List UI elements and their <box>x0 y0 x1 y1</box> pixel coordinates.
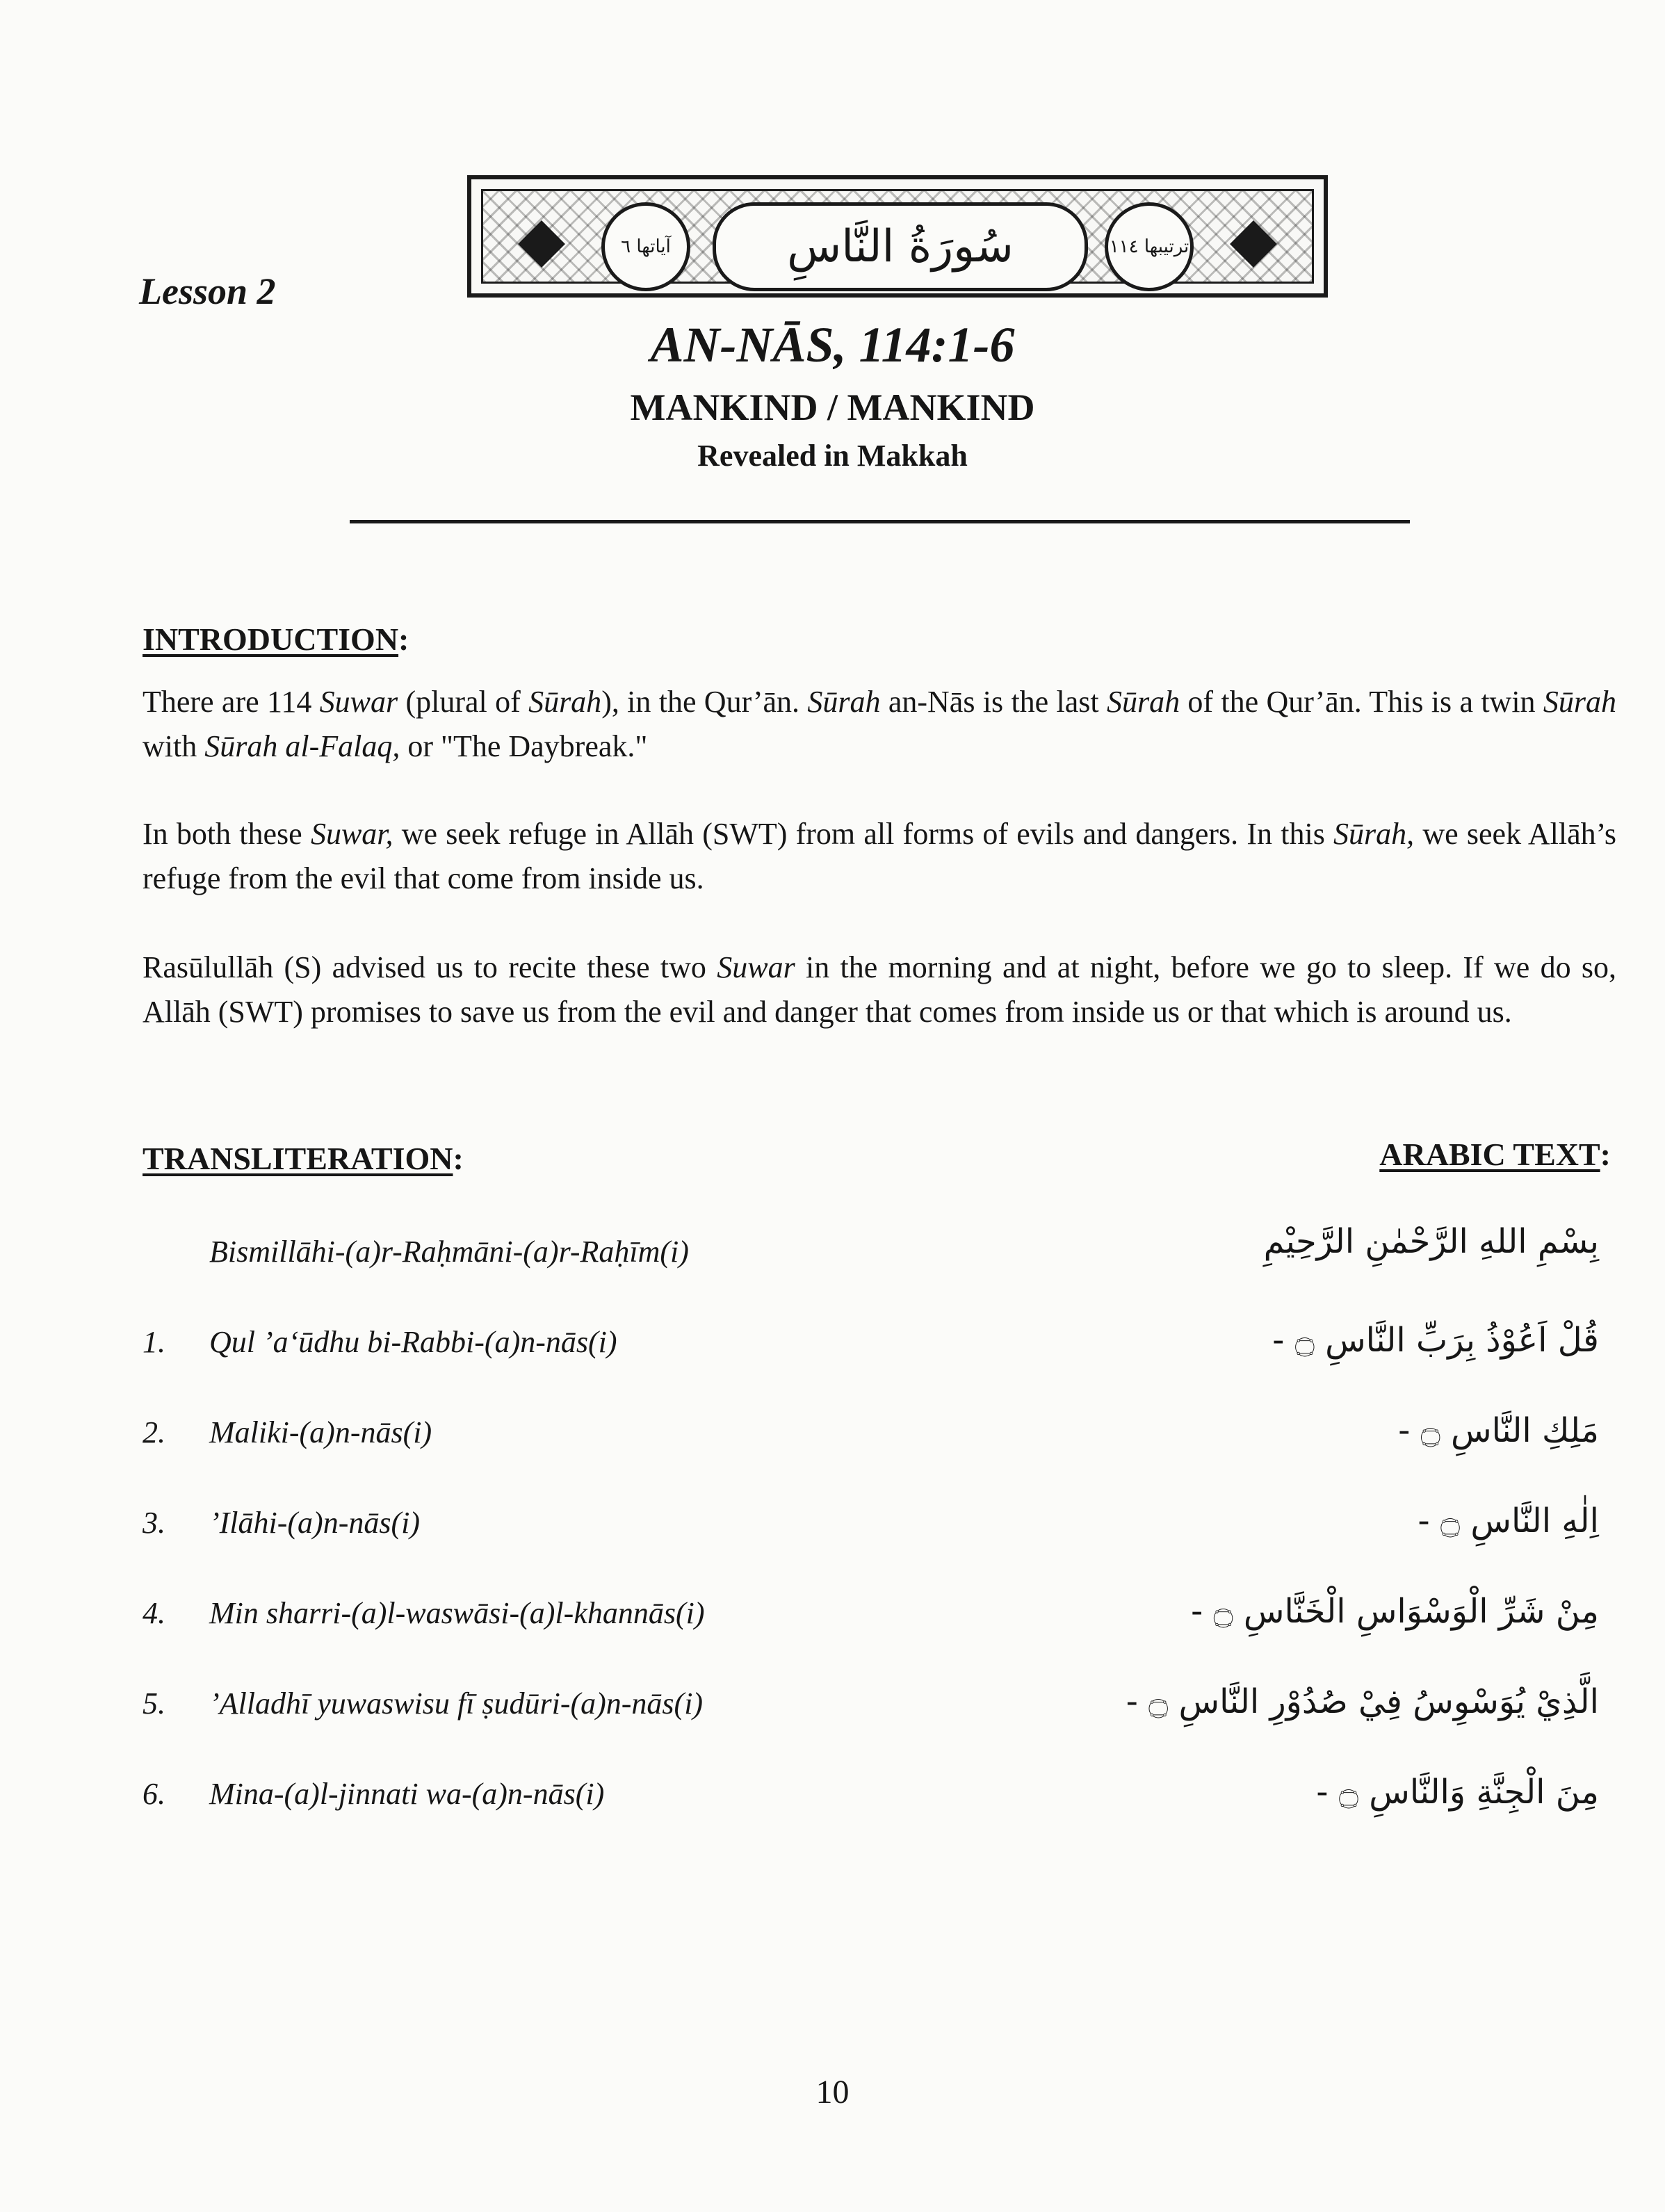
verse-arabic: بِسْمِ اللهِ الرَّحْمٰنِ الرَّحِيْمِ <box>1263 1222 1599 1261</box>
verse-arabic: مِنَ الْجِنَّةِ وَالنَّاسِ ۝ - <box>1316 1773 1599 1812</box>
verse-number: 3. <box>143 1506 165 1540</box>
surah-subtitle: MANKIND / MANKIND <box>630 387 1035 428</box>
verse-number: 5. <box>143 1686 165 1721</box>
surah-name-cartouche: سُورَةُ النَّاسِ <box>713 202 1088 291</box>
verse-number: 6. <box>143 1777 165 1811</box>
verse-arabic: مِنْ شَرِّ الْوَسْوَاسِ الْخَنَّاسِ ۝ - <box>1190 1592 1599 1631</box>
verse-number: 4. <box>143 1596 165 1630</box>
revelation-place: Revealed in Makkah <box>697 439 968 473</box>
horizontal-divider <box>350 520 1410 523</box>
banner-arabesque-pattern <box>481 189 1314 284</box>
verse-number: 1. <box>143 1325 165 1359</box>
intro-paragraph: There are 114 Suwar (plural of Sūrah), in the Qur’ān. Sūrah an-Nās is the last Sūrah of the Qur’ān. This is a twin Sūrah with Sūrah al-Falaq, or "The Daybreak." <box>143 685 1617 763</box>
verse-arabic: اِلٰهِ النَّاسِ ۝ - <box>1418 1502 1599 1540</box>
verse-transliteration: 4. Min sharri-(a)l-waswāsi-(a)l-khannās(i) <box>143 1596 705 1630</box>
verse-transliteration: 5. ’Alladhī yuwaswisu fī ṣudūri-(a)n-nās(i) <box>143 1686 704 1721</box>
intro-paragraph: Rasūlullāh (S) advised us to recite these two Suwar in the morning and at night, before we go to sleep. If we do so, Allāh (SWT) promises to save us from the evil and danger that comes from inside us or that which is around us. <box>143 950 1617 1029</box>
verse-count-medallion: آياتها ٦ <box>601 202 690 291</box>
verse-transliteration: 1. Qul ’a‘ūdhu bi-Rabbi-(a)n-nās(i) <box>143 1325 617 1359</box>
lesson-label: Lesson 2 <box>139 270 276 312</box>
verse-arabic: قُلْ اَعُوْذُ بِرَبِّ النَّاسِ ۝ - <box>1272 1321 1599 1360</box>
surah-title: AN-NĀS, 114:1-6 <box>650 317 1015 373</box>
verse-arabic: مَلِكِ النَّاسِ ۝ - <box>1398 1411 1599 1450</box>
diamond-ornament-icon <box>1230 220 1277 268</box>
introduction-heading: INTRODUCTION: <box>143 621 409 657</box>
verse-transliteration: 2. Maliki-(a)n-nās(i) <box>143 1415 432 1449</box>
intro-paragraph: In both these Suwar, we seek refuge in Allāh (SWT) from all forms of evils and dangers. In this Sūrah, we seek Allāh’s refuge from the evil that come from inside us. <box>143 817 1616 895</box>
surah-order-medallion: ترتيبها ١١٤ <box>1105 202 1194 291</box>
verse-transliteration: 6. Mina-(a)l-jinnati wa-(a)n-nās(i) <box>143 1777 605 1811</box>
surah-header-banner <box>467 175 1328 298</box>
verse-transliteration: Bismillāhi-(a)r-Raḥmāni-(a)r-Raḥīm(i) <box>209 1235 689 1269</box>
verse-number: 2. <box>143 1415 165 1449</box>
verse-arabic: الَّذِيْ يُوَسْوِسُ فِيْ صُدُوْرِ النَّاسِ ۝ - <box>1126 1682 1599 1721</box>
diamond-ornament-icon <box>518 220 565 268</box>
transliteration-heading: TRANSLITERATION: <box>143 1141 464 1176</box>
verse-transliteration: 3. ’Ilāhi-(a)n-nās(i) <box>143 1506 421 1540</box>
page-number: 10 <box>815 2074 850 2111</box>
arabic-text-heading: ARABIC TEXT: <box>1379 1137 1611 1172</box>
